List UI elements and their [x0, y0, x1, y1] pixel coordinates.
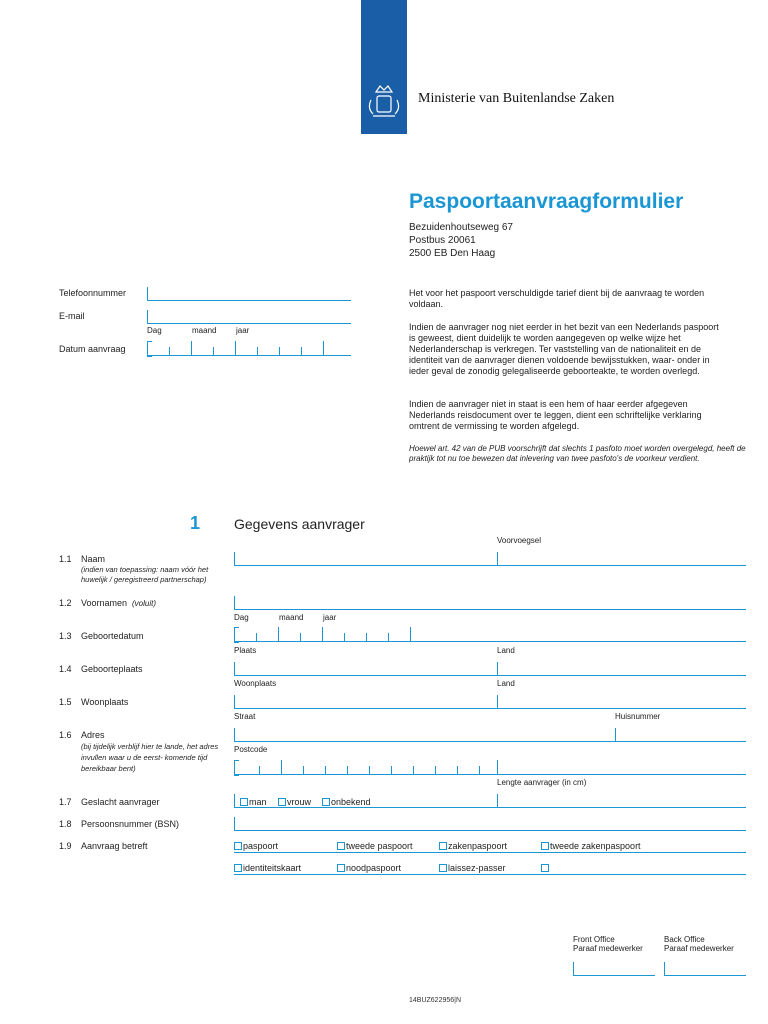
- row-number: 1.8: [59, 819, 72, 829]
- laissez-passer-label: laissez-passer: [448, 863, 506, 873]
- gender-unknown-checkbox[interactable]: [322, 798, 330, 806]
- name-label: Naam: [81, 554, 106, 564]
- first-names-label: Voornamen: [81, 598, 128, 608]
- voorvoegsel-caption: Voorvoegsel: [497, 536, 542, 545]
- birth-country-caption: Land: [497, 646, 515, 655]
- street-caption: Straat: [234, 712, 256, 721]
- address-line-2: Postbus 20061: [409, 235, 476, 246]
- date-label: Datum aanvraag: [59, 344, 126, 354]
- address-note: (bij tijdelijk verblijf hier te lande, het adres invullen waar u de eerst- komende tijd bereikbaar bent): [81, 742, 219, 773]
- back-office-label: Back Office: [664, 935, 705, 944]
- second-business-passport-label: tweede zakenpaspoort: [550, 841, 641, 851]
- date-day-caption: Dag: [147, 326, 162, 335]
- birthplace-label: Geboorteplaats: [81, 664, 143, 674]
- row-number: 1.6: [59, 730, 72, 740]
- postcode-caption: Postcode: [234, 745, 268, 754]
- row-number: 1.3: [59, 631, 72, 641]
- bsn-field[interactable]: [234, 830, 746, 831]
- other-document-checkbox[interactable]: [541, 864, 549, 872]
- name-field[interactable]: [234, 565, 746, 566]
- second-business-passport-checkbox[interactable]: [541, 842, 549, 850]
- gender-woman-label: vrouw: [287, 797, 312, 807]
- phone-field[interactable]: [147, 300, 351, 301]
- birth-year-caption: jaar: [323, 613, 337, 622]
- date-month-caption: maand: [192, 326, 217, 335]
- passport-label: paspoort: [243, 841, 279, 851]
- row-number: 1.5: [59, 697, 72, 707]
- gender-woman-checkbox[interactable]: [278, 798, 286, 806]
- residence-country-caption: Land: [497, 679, 515, 688]
- info-paragraph-2: Indien de aanvrager nog niet eerder in het bezit van een Nederlands paspoort is geweest, dient duidelijk te worden aangegeven op welke wijze het Nederlanderschap is verkregen. Ter vaststelling van de nationaliteit en de identiteit van de aanvrager dienen voldoende bewijsstukken, waar- onder in ieder geval de zonodig gelegaliseerde geboorteakte, te worden overlegd.: [409, 322, 719, 376]
- ministry-name: Ministerie van Buitenlandse Zaken: [418, 91, 615, 106]
- row-number: 1.2: [59, 598, 72, 608]
- birth-day-caption: Dag: [234, 613, 249, 622]
- business-passport-label: zakenpaspoort: [448, 841, 508, 851]
- gender-label: Geslacht aanvrager: [81, 797, 160, 807]
- birthplace-field[interactable]: [234, 675, 746, 676]
- second-passport-label: tweede paspoort: [346, 841, 413, 851]
- id-card-checkbox[interactable]: [234, 864, 242, 872]
- residence-field[interactable]: [234, 708, 746, 709]
- first-names-field[interactable]: [234, 609, 746, 610]
- info-paragraph-3: Indien de aanvrager niet in staat is een hem of haar eerder afgegeven Nederlands reisdocument over te leggen, dient een schriftelijke verklaring omtrent de vermissing te worden afgelegd.: [409, 399, 702, 431]
- address-line-3: 2500 EB Den Haag: [409, 248, 496, 259]
- residence-label: Woonplaats: [81, 697, 129, 707]
- emergency-passport-checkbox[interactable]: [337, 864, 345, 872]
- birth-month-caption: maand: [279, 613, 304, 622]
- ministry-logo-bar: [361, 0, 407, 134]
- house-number-caption: Huisnummer: [615, 712, 661, 721]
- birthdate-label: Geboortedatum: [81, 631, 144, 641]
- date-year-caption: jaar: [236, 326, 250, 335]
- front-office-label: Front Office: [573, 935, 615, 944]
- info-paragraph-4: Hoewel art. 42 van de PUB voorschrijft dat slechts 1 pasfoto moet worden overgelegd, heeft de praktijk tot nu toe bewezen dat inlevering van twee pasfoto's de voorkeur verdient.: [409, 444, 746, 463]
- row-number: 1.4: [59, 664, 72, 674]
- front-office-signature-field[interactable]: [573, 975, 655, 976]
- passport-checkbox[interactable]: [234, 842, 242, 850]
- residence-caption: Woonplaats: [234, 679, 277, 688]
- section-number: 1: [190, 513, 201, 533]
- row-number: 1.9: [59, 841, 72, 851]
- front-office-sub: Paraaf medewerker: [573, 944, 643, 953]
- street-field[interactable]: [234, 741, 746, 742]
- address-label: Adres: [81, 730, 105, 740]
- second-passport-checkbox[interactable]: [337, 842, 345, 850]
- address-line-1: Bezuidenhoutseweg 67: [409, 222, 513, 233]
- bsn-label: Persoonsnummer (BSN): [81, 819, 180, 829]
- business-passport-checkbox[interactable]: [439, 842, 447, 850]
- gender-man-label: man: [249, 797, 267, 807]
- row-number: 1.7: [59, 797, 72, 807]
- section-title: Gegevens aanvrager: [234, 516, 365, 532]
- row-number: 1.1: [59, 554, 72, 564]
- coat-of-arms-icon: [361, 0, 407, 134]
- gender-man-checkbox[interactable]: [240, 798, 248, 806]
- form-code: 14BUZ622956|N: [409, 997, 462, 1004]
- first-names-note: (voluit): [132, 599, 157, 608]
- back-office-signature-field[interactable]: [664, 975, 746, 976]
- email-label: E-mail: [59, 311, 85, 321]
- form-title: Paspoortaanvraagformulier: [409, 190, 684, 213]
- request-type-label: Aanvraag betreft: [81, 841, 148, 851]
- gender-unknown-label: onbekend: [331, 797, 371, 807]
- emergency-passport-label: noodpaspoort: [346, 863, 402, 873]
- back-office-sub: Paraaf medewerker: [664, 944, 734, 953]
- email-field[interactable]: [147, 323, 351, 324]
- phone-label: Telefoonnummer: [59, 288, 127, 298]
- laissez-passer-checkbox[interactable]: [439, 864, 447, 872]
- birthplace-caption: Plaats: [234, 646, 257, 655]
- id-card-label: identiteitskaart: [243, 863, 302, 873]
- info-paragraph-1: Het voor het paspoort verschuldigde tarief dient bij de aanvraag te worden voldaan.: [409, 288, 705, 309]
- height-caption: Lengte aanvrager (in cm): [497, 778, 587, 787]
- name-note: (indien van toepassing: naam vóór het huwelijk / geregistreerd partnerschap): [81, 565, 209, 584]
